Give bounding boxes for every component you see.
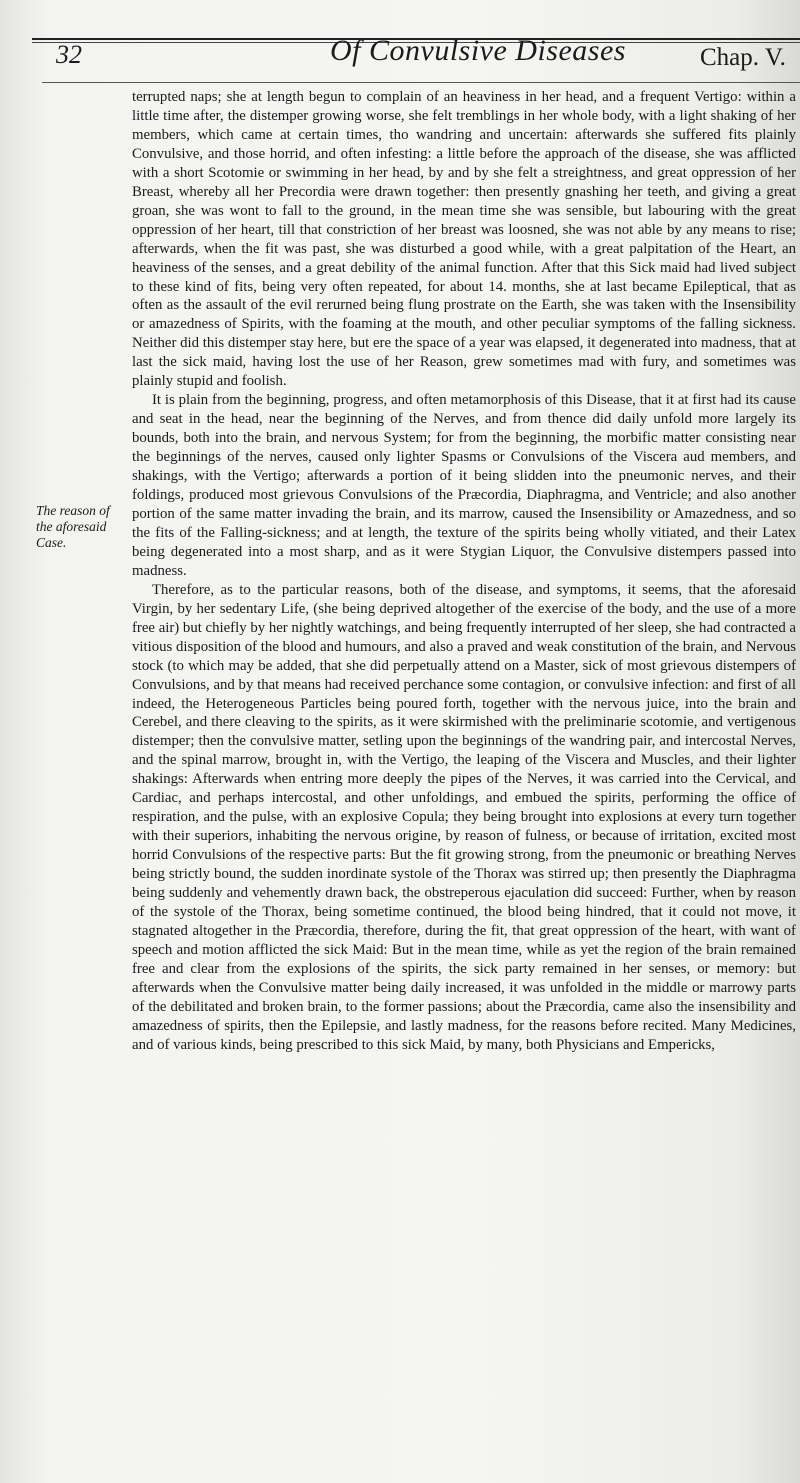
chapter-label: Chap. V. [700, 44, 786, 71]
margin-note: The reason of the aforesaid Case. [36, 503, 110, 550]
header-underline [42, 82, 800, 83]
paragraph-reason: It is plain from the beginning, progress, and often metamorphosis of this Disease, that it at first had its cause and seat in the head, near the beginning of the Nerves, and from thence did daily unfold more largely its bounds, both into the brain, and nervous System; for from the beginning, the morbific matter consisting near the beginnings of the nerves, caused only lighter Spasms or Convulsions of the Viscera aud members, and shakings, with the Vertigo; afterwards a portion of it being slidden into the pneumonic nerves, and their foldings, produced most grievous Convulsions of the Præcordia, Diaphragma, and Ventricle; and also another portion of the same matter invading the brain, and its marrow, caused the Insensibility or Amazedness, and so the fits of the Falling-sickness; and at length, the texture of the spirits being wholly vitiated, and their Latex being degenerated into a most sharp, and as it were Stygian Liquor, the Convulsive distempers passed into madness. [132, 392, 796, 579]
paragraph-continuation: terrupted naps; she at length begun to complain of an heaviness in her head, and a frequent Vertigo: within a little time after, the distemper growing worse, she felt tremblings in her whole body, with a light shaking of her members, which came at certain times, tho wandring and uncertain: afterwards she suffered fits plainly Convulsive, and those horrid, and often infesting: a little before the approach of the disease, she was afflicted with a short Scotomie or swimming in her head, by and by she felt a streightness, and great oppression of her Breast, whereby all her Precordia were drawn together: then presently gnashing her teeth, and giving a great groan, she was wont to fall to the ground, in the mean time she was sensible, but labouring with the great oppression of her heart, till that constriction of her breast was loosned, she was not able by any means to rise; afterwards, when the fit was past, she was disturbed a good while, with a great palpitation of the Heart, an heaviness of the senses, and a great debility of the animal function. After that this Sick maid had lived subject to these kind of fits, being very often repeated, for about 14. months, she at last became Epileptical, that as often as the assault of the evil rerurned being flung prostrate on the Earth, she was taken with the Insensibility or amazedness of Spirits, with the foaming at the mouth, and other peculiar symptoms of the falling sickness. Neither did this distemper stay here, but ere the space of a year was elapsed, it degenerated into madness, that at last the sick maid, having lost the use of her Reason, grew sometimes mad with fury, and sometimes was plainly stupid and foolish. [132, 89, 796, 390]
running-title: Of Convulsive Diseases [330, 34, 626, 67]
page-number: 32 [56, 40, 82, 69]
body-text [132, 88, 796, 1055]
paragraph-particular-reasons: Therefore, as to the particular reasons, both of the disease, and symptoms, it seems, that the aforesaid Virgin, by her sedentary Life, (she being deprived altogether of the exercise of the body, and the use of a more free air) but chiefly by her nightly watchings, and being frequently interrupted of her sleep, she had contracted a vitious disposition of the blood and humours, and also a praved and weak constitution of the brain, and Nervous stock (to which may be added, that she did perpetually attend on a Master, sick of most grievous distempers of Convulsions, and by that means had received perchance some contagion, or convulsive infection: and first of all indeed, the Heterogeneous Particles being poured forth, together with the nervous juice, into the brain and Cerebel, and there cleaving to the spirits, as it were skirmished with the preliminarie scotomie, and vertigenous distemper; then the convulsive matter, setling upon the beginnings of the wandring pair, and intercostal Nerves, and the spinal marrow, brought in, with the Vertigo, the leaping of the Viscera and Muscles, and their lighter shakings: Afterwards when entring more deeply the pipes of the Nerves, it was carried into the Cervical, and Cardiac, and perhaps intercostal, and other unfoldings, and embued the spirits, performing the office of respiration, and the pulse, with an explosive Copula; they being brought into explosions at every turn together with their superiors, inhabiting the nervous origine, by reason of fulness, or because of irritation, excited most horrid Convulsions of the respective parts: But the fit growing strong, from the pneumonic or breathing Nerves being strictly bound, the sudden inordinate systole of the Thorax was stirred up; then presently the Diaphragma being suddenly and vehemently drawn back, the obstreperous ejaculation did succeed: Further, when by reason of the systole of the Thorax, being sometime continued, the blood being hindred, that it could not move, it stagnated altogether in the Præcordia, therefore, during the fit, that great oppression of the heart, with want of speech and motion afflicted the sick Maid: But in the mean time, while as yet the region of the brain remained free and clear from the explosions of the spirits, the sick party remained in her senses, or memory: but afterwards when the Convulsive matter being daily increased, it was unfolded in the middle or marrowy parts of the debilitated and broken brain, to the former passions; about the Præcordia, came also the insensibility and amazedness of spirits, then the Epilepsie, and lastly madness, for the reasons before recited. Many Medicines, and of various kinds, being prescribed to this sick Maid, by many, both Physicians and Empericks, [132, 581, 796, 1053]
